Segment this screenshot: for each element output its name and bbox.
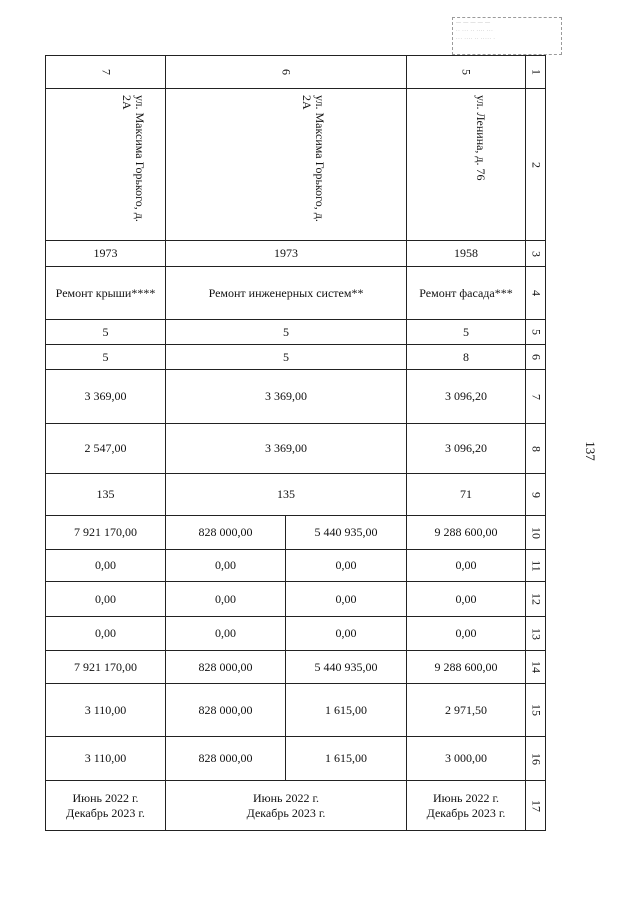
row-number: 11	[529, 559, 543, 572]
value-cell: 3 000,00	[407, 737, 526, 781]
row-number-cell	[526, 582, 546, 617]
table-row	[46, 781, 546, 831]
table-row	[46, 345, 546, 370]
value-cell: 1 615,00	[286, 684, 407, 737]
address-text: ул. Ленина, д. 76	[474, 95, 488, 181]
table-row	[46, 550, 546, 582]
row-number-cell	[526, 474, 546, 516]
period-end: Декабрь 2023 г.	[426, 805, 506, 820]
document-table	[45, 55, 546, 831]
row-number-cell	[526, 89, 546, 241]
row-number-cell	[526, 684, 546, 737]
row-number-cell	[526, 550, 546, 582]
row-number-cell	[526, 320, 546, 345]
row-number: 9	[529, 491, 543, 498]
stamp-line: ·· ··· ·· ···· ···	[456, 29, 494, 34]
value-cell: 0,00	[166, 617, 286, 651]
period-end: Декабрь 2023 г.	[246, 805, 326, 820]
registration-stamp	[452, 17, 562, 55]
period-start: Июнь 2022 г.	[432, 790, 500, 805]
table-row	[46, 241, 546, 267]
value-cell: 828 000,00	[166, 516, 286, 550]
header-cell-5	[407, 56, 526, 89]
row-number: 7	[529, 393, 543, 400]
table-row	[46, 516, 546, 550]
column-number: 7	[99, 69, 113, 75]
value-cell: 3 369,00	[166, 424, 407, 474]
value-cell: 828 000,00	[166, 684, 286, 737]
value-cell: 5	[166, 345, 407, 370]
value-cell: 5 440 935,00	[286, 651, 407, 684]
address-cell-5	[407, 89, 526, 241]
table-row	[46, 474, 546, 516]
row-number: 16	[529, 752, 543, 765]
value-cell: 8	[407, 345, 526, 370]
address-text: ул. Максима Горького, д. 2А	[119, 95, 147, 222]
row-number: 15	[529, 704, 543, 716]
value-cell: 7 921 170,00	[46, 651, 166, 684]
row-number: 13	[529, 627, 543, 640]
year-cell: 1973	[166, 241, 407, 267]
value-cell: 5	[46, 345, 166, 370]
row-number: 8	[529, 445, 543, 452]
row-number-cell	[526, 345, 546, 370]
table-row	[46, 267, 546, 320]
value-cell: 0,00	[286, 582, 407, 617]
row-number-cell	[526, 651, 546, 684]
value-cell: 5	[407, 320, 526, 345]
row-number: 3	[529, 250, 543, 257]
period-start: Июнь 2022 г.	[252, 790, 320, 805]
work-type-cell: Ремонт инженерных систем**	[166, 267, 407, 320]
header-cell-7	[46, 56, 166, 89]
value-cell: 2 971,50	[407, 684, 526, 737]
value-cell: 5 440 935,00	[286, 516, 407, 550]
value-cell: 0,00	[166, 550, 286, 582]
value-cell: 3 369,00	[46, 370, 166, 424]
row-number-cell	[526, 781, 546, 831]
value-cell: 0,00	[46, 582, 166, 617]
value-cell: 3 096,20	[407, 424, 526, 474]
work-type-cell: Ремонт крыши****	[46, 267, 166, 320]
value-cell: 9 288 600,00	[407, 516, 526, 550]
work-type-cell: Ремонт фасада***	[407, 267, 526, 320]
value-cell: 0,00	[286, 550, 407, 582]
value-cell: 135	[166, 474, 407, 516]
year-cell: 1973	[46, 241, 166, 267]
stamp-line: ··· ···· ·· ····· ·	[456, 37, 496, 42]
value-cell: 2 547,00	[46, 424, 166, 474]
table-row	[46, 651, 546, 684]
value-cell: 828 000,00	[166, 737, 286, 781]
table-row	[46, 737, 546, 781]
row-number: 10	[529, 526, 543, 539]
row-number-cell	[526, 56, 546, 89]
year-cell: 1958	[407, 241, 526, 267]
value-cell: 0,00	[286, 617, 407, 651]
table-row	[46, 617, 546, 651]
period-end: Декабрь 2023 г.	[66, 805, 145, 820]
period-start: Июнь 2022 г.	[72, 790, 139, 805]
header-cell-6	[166, 56, 407, 89]
value-cell: 0,00	[407, 582, 526, 617]
row-number: 1	[529, 69, 543, 75]
value-cell: 71	[407, 474, 526, 516]
address-cell-7	[46, 89, 166, 241]
table-row	[46, 56, 546, 89]
value-cell: 828 000,00	[166, 651, 286, 684]
column-number: 6	[279, 69, 294, 75]
value-cell: 7 921 170,00	[46, 516, 166, 550]
row-number-cell	[526, 267, 546, 320]
page-number: 137	[583, 441, 598, 461]
value-cell: 3 110,00	[46, 684, 166, 737]
value-cell: 0,00	[166, 582, 286, 617]
value-cell: 135	[46, 474, 166, 516]
table-row	[46, 320, 546, 345]
row-number-cell	[526, 516, 546, 550]
address-cell-6	[166, 89, 407, 241]
period-cell	[407, 781, 526, 831]
row-number: 6	[529, 354, 543, 360]
row-number: 12	[529, 593, 543, 605]
row-number: 5	[529, 329, 543, 335]
value-cell: 3 096,20	[407, 370, 526, 424]
row-number: 2	[529, 161, 543, 168]
row-number-cell	[526, 241, 546, 267]
table-row	[46, 582, 546, 617]
row-number-cell	[526, 737, 546, 781]
value-cell: 3 369,00	[166, 370, 407, 424]
period-cell	[166, 781, 407, 831]
table-row	[46, 424, 546, 474]
row-number-cell	[526, 617, 546, 651]
value-cell: 0,00	[46, 617, 166, 651]
row-number: 4	[529, 290, 543, 296]
address-text: ул. Максима Горького, д. 2А	[300, 95, 327, 222]
stamp-line: — — — — —	[456, 21, 491, 26]
row-number: 14	[529, 661, 543, 673]
row-number-cell	[526, 370, 546, 424]
value-cell: 5	[166, 320, 407, 345]
column-number: 5	[459, 69, 474, 75]
table-row	[46, 684, 546, 737]
period-cell	[46, 781, 166, 831]
value-cell: 1 615,00	[286, 737, 407, 781]
table-row	[46, 89, 546, 241]
value-cell: 9 288 600,00	[407, 651, 526, 684]
value-cell: 0,00	[46, 550, 166, 582]
table-row	[46, 370, 546, 424]
row-number: 17	[529, 799, 543, 812]
value-cell: 3 110,00	[46, 737, 166, 781]
value-cell: 0,00	[407, 550, 526, 582]
row-number-cell	[526, 424, 546, 474]
value-cell: 0,00	[407, 617, 526, 651]
value-cell: 5	[46, 320, 166, 345]
